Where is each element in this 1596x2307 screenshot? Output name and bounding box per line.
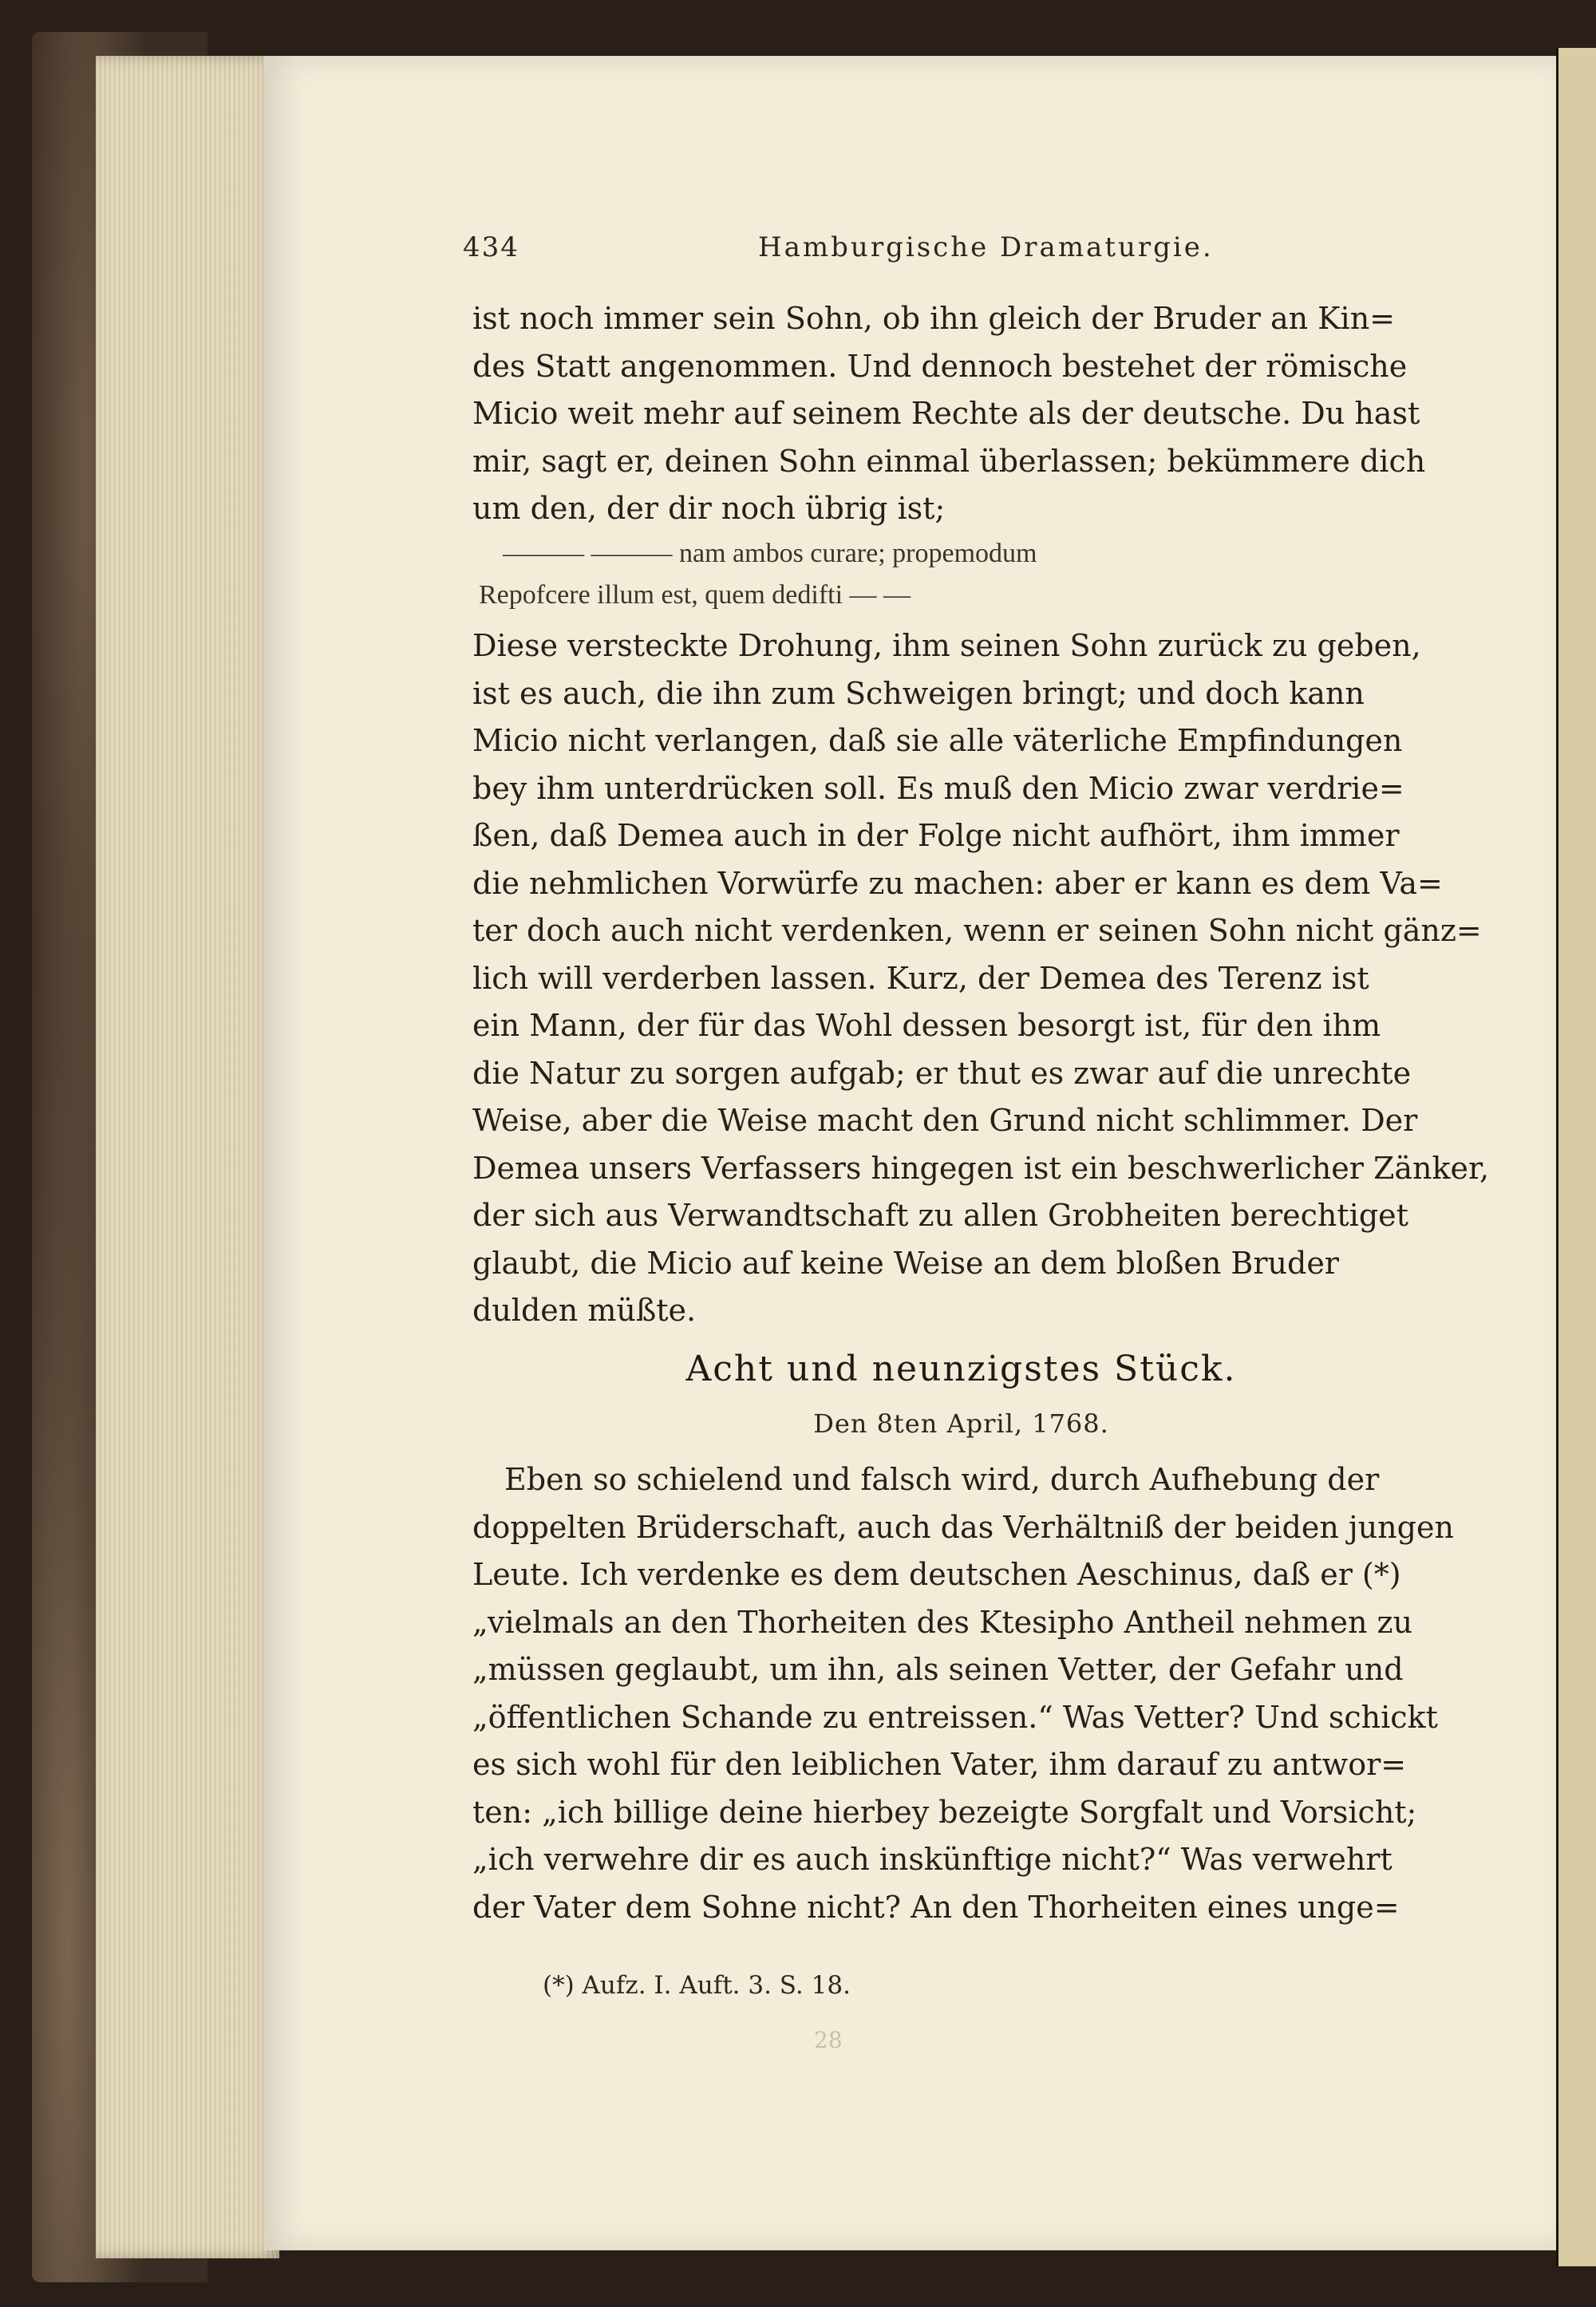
text-line: Demea unsers Verfassers hingegen ist ein beschwerlicher Zänker, <box>472 1150 1490 1186</box>
text-line: die Natur zu sorgen aufgab; er thut es zwar auf die unrechte <box>472 1055 1412 1091</box>
text-line: ist es auch, die ihn zum Schweigen bringt; und doch kann <box>472 675 1365 711</box>
text-line: Leute. Ich verdenke es dem deutschen Aeschinus, daß er (*) <box>472 1557 1401 1592</box>
next-page-edge <box>1556 48 1596 2266</box>
page-number: 434 <box>463 231 519 263</box>
quote-line: ——— ——— nam ambos curare; propemodum <box>503 539 1037 568</box>
text-line: ein Mann, der für das Wohl dessen besorgt ist, für den ihm <box>472 1008 1381 1043</box>
text-line: der Vater dem Sohne nicht? An den Thorheiten eines unge= <box>472 1889 1400 1925</box>
text-line: „vielmals an den Thorheiten des Ktesipho Antheil nehmen zu <box>472 1604 1413 1640</box>
text-line: „müssen geglaubt, um ihn, als seinen Vetter, der Gefahr und <box>472 1652 1404 1687</box>
text-line: Micio nicht verlangen, daß sie alle väterliche Empfindungen <box>472 723 1403 758</box>
text-line: des Statt angenommen. Und dennoch bestehet der römische <box>472 348 1408 384</box>
paragraph-2 <box>472 622 1490 1335</box>
text-line: glaubt, die Micio auf keine Weise an dem bloßen Bruder <box>472 1245 1339 1281</box>
footnote: (*) Aufz. I. Auft. 3. S. 18. <box>543 1971 851 2000</box>
text-line: die nehmlichen Vorwürfe zu machen: aber er kann es dem Va= <box>472 865 1443 901</box>
running-title: Hamburgische Dramaturgie. <box>758 231 1214 263</box>
paragraph-1 <box>472 295 1450 533</box>
text-line: ten: „ich billige deine hierbey bezeigte Sorgfalt und Vorsicht; <box>472 1794 1417 1830</box>
section-heading: Acht und neunzigstes Stück. <box>685 1349 1237 1389</box>
text-line: mir, sagt er, deinen Sohn einmal überlassen; bekümmere dich <box>472 443 1426 479</box>
text-line: ßen, daß Demea auch in der Folge nicht aufhört, ihm immer <box>472 818 1400 853</box>
text-line: ist noch immer sein Sohn, ob ihn gleich der Bruder an Kin= <box>472 301 1396 336</box>
latin-quote <box>479 533 1444 616</box>
section-date: Den 8ten April, 1768. <box>813 1408 1109 1439</box>
paragraph-3 <box>472 1456 1454 1931</box>
text-line: doppelten Brüderschaft, auch das Verhältniß der beiden jungen <box>472 1509 1454 1545</box>
text-line: Micio weit mehr auf seinem Rechte als der deutsche. Du hast <box>472 396 1420 431</box>
text-line: Diese versteckte Drohung, ihm seinen Sohn zurück zu geben, <box>472 628 1421 663</box>
text-line: dulden müßte. <box>472 1293 697 1328</box>
text-line: bey ihm unterdrücken soll. Es muß den Micio zwar verdrie= <box>472 770 1404 806</box>
text-line: Eben so schielend und falsch wird, durch Aufhebung der <box>504 1462 1380 1497</box>
text-line: es sich wohl für den leiblichen Vater, ihm darauf zu antwor= <box>472 1747 1407 1782</box>
text-line: „ich verwehre dir es auch inskünftige nicht?“ Was verwehrt <box>472 1842 1393 1877</box>
text-line: Weise, aber die Weise macht den Grund nicht schlimmer. Der <box>472 1103 1418 1138</box>
text-line: ter doch auch nicht verdenken, wenn er seinen Sohn nicht gänz= <box>472 913 1482 948</box>
running-header <box>463 231 1452 271</box>
text-line: lich will verderben lassen. Kurz, der Demea des Terenz ist <box>472 960 1369 996</box>
bleed-through-page-number: 28 <box>814 2027 843 2053</box>
text-line: um den, der dir noch übrig ist; <box>472 491 946 526</box>
text-line: der sich aus Verwandtschaft zu allen Grobheiten berechtiget <box>472 1198 1408 1233</box>
page-edges <box>96 56 279 2258</box>
quote-line: Repofcere illum est, quem dedifti — — <box>479 580 911 610</box>
text-line: „öffentlichen Schande zu entreissen.“ Was Vetter? Und schickt <box>472 1699 1438 1735</box>
